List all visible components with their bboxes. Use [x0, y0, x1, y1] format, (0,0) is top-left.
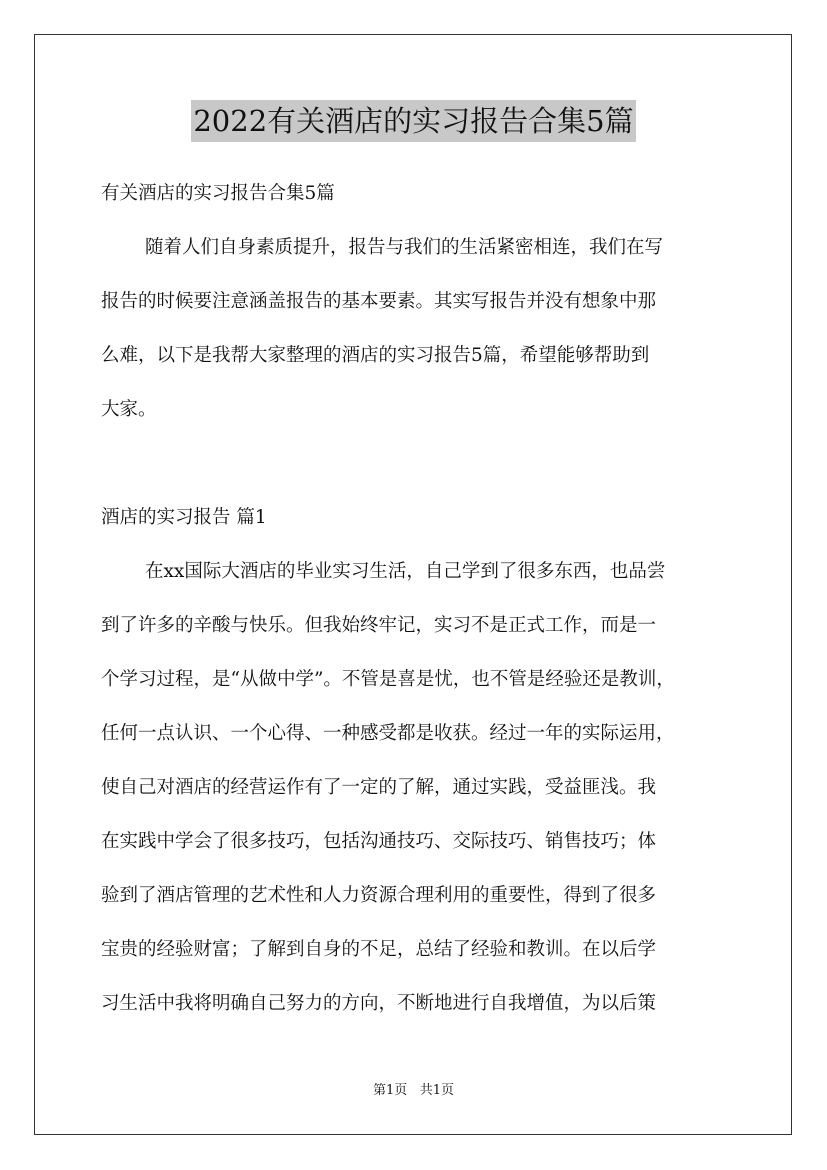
section-heading: 酒店的实习报告 篇1	[101, 507, 267, 528]
body-line: 验到了酒店管理的艺术性和人力资源合理利用的重要性，得到了很多	[101, 885, 657, 906]
intro-line: 随着人们自身素质提升，报告与我们的生活紧密相连，我们在写	[145, 237, 664, 258]
title-container	[0, 100, 827, 142]
page-number: 第1页	[373, 1083, 408, 1098]
body-line: 到了许多的辛酸与快乐。但我始终牢记，实习不是正式工作，而是一	[101, 615, 657, 636]
page-footer	[0, 1082, 827, 1100]
page-total: 共1页	[419, 1083, 454, 1098]
document-subtitle: 有关酒店的实习报告合集5篇	[101, 183, 335, 204]
body-line: 个学习过程，是“从做中学”。不管是喜是忧，也不管是经验还是教训，	[101, 669, 675, 690]
body-line: 习生活中我将明确自己努力的方向，不断地进行自我增值，为以后策	[101, 993, 657, 1014]
intro-line: 报告的时候要注意涵盖报告的基本要素。其实写报告并没有想象中那	[101, 291, 657, 312]
intro-line: 大家。	[101, 399, 157, 420]
document-title: 2022有关酒店的实习报告合集5篇	[191, 100, 635, 142]
body-line: 在xx国际大酒店的毕业实习生活，自己学到了很多东西，也品尝	[145, 561, 666, 582]
body-line: 在实践中学会了很多技巧，包括沟通技巧、交际技巧、销售技巧；体	[101, 831, 657, 852]
body-line: 任何一点认识、一个心得、一种感受都是收获。经过一年的实际运用，	[101, 723, 675, 744]
intro-line: 么难，以下是我帮大家整理的酒店的实习报告5篇，希望能够帮助到	[101, 345, 650, 366]
body-line: 宝贵的经验财富；了解到自身的不足，总结了经验和教训。在以后学	[101, 939, 657, 960]
body-line: 使自己对酒店的经营运作有了一定的了解，通过实践，受益匪浅。我	[101, 777, 657, 798]
